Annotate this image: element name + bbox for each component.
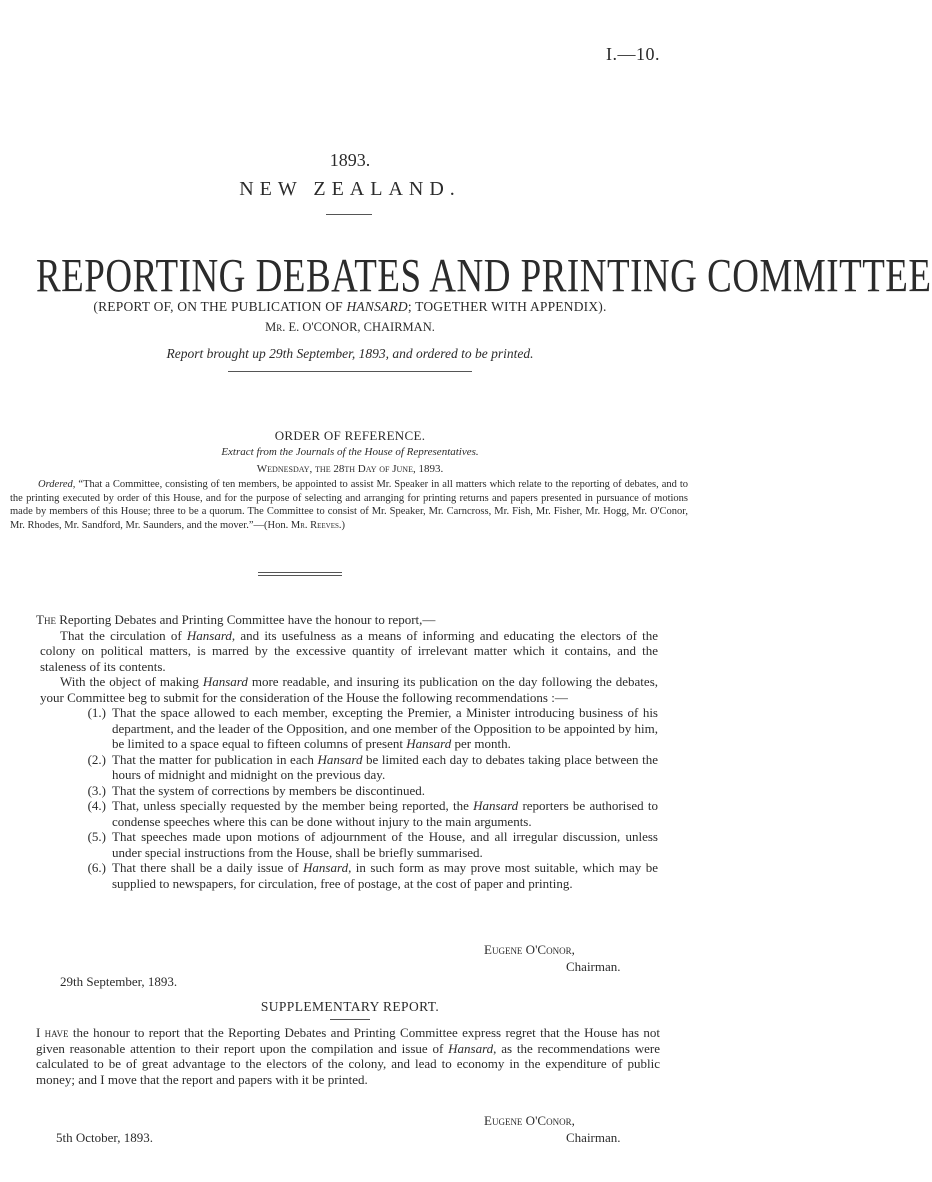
order-of-reference-heading: ORDER OF REFERENCE. (274, 428, 426, 443)
recommendation-item: (5.) That speeches made upon motions of adjournment of the House, and all irregular discussion, unless under special instructions from the House, shall be briefly summarised. (87, 829, 658, 860)
order-date-line: Wednesday, the 28th Day of June, 1893. (256, 463, 444, 475)
recommendation-item: (1.) That the space allowed to each member, excepting the Premier, a Minister introducing business of his department, and the leader of the Opposition, and one member of the Opposition to be appointed by him, be limited to a space equal to fifteen columns of present Hansard per month. (87, 705, 658, 751)
divider (258, 575, 342, 576)
divider (326, 214, 372, 215)
report-date: 29th September, 1893. (60, 974, 178, 989)
recommendation-item: (4.) That, unless specially requested by the member being reported, the Hansard reporters be authorised to condense speeches where this can be done without injury to the main arguments. (87, 798, 659, 829)
order-of-reference-text: Ordered, “That a Committee, consisting of ten members, be appointed to assist Mr. Speaker in all matters which relate to the reporting of debates, and to the printing executed by order of this House, and for the purpose of selecting and arranging for printing returns and papers presented in pursuance of motions made by members of this House; three to be a quorum. The Committee to consist of Mr. Speaker, Mr. Carncross, Mr. Fish, Mr. Fisher, Mr. Hogg, Mr. O'Conor, Mr. Rhodes, Mr. Sandford, Mr. Saunders, and the mover.”—(Hon. Mr. Reeves.) (10, 479, 689, 531)
divider (258, 572, 342, 573)
supplementary-date: 5th October, 1893. (56, 1130, 153, 1145)
signature-name: Eugene O'Conor, (484, 942, 575, 957)
brought-up-line: Report brought up 29th September, 1893, and ordered to be printed. (166, 346, 534, 361)
recommendation-item: (2.) That the matter for publication in each Hansard be limited each day to debates taking place between the hours of midnight and midnight on the previous day. (87, 751, 658, 782)
chairman-line: Mr. E. O'CONOR, CHAIRMAN. (265, 320, 435, 334)
report-opening: The Reporting Debates and Printing Committee have the honour to report,— (36, 612, 436, 627)
journal-extract-line: Extract from the Journals of the House of Representatives. (221, 446, 479, 458)
year: 1893. (329, 150, 371, 170)
signature-title: Chairman. (566, 959, 621, 974)
report-title: REPORTING DEBATES AND PRINTING COMMITTEE (36, 250, 932, 303)
divider (330, 1019, 370, 1020)
report-paragraph: That the circulation of Hansard, and its usefulness as a means of informing and educating the electors of the colony on political matters, is marred by the excessive quantity of irrelevant matter which it contains, and the staleness of its contents. (40, 627, 658, 674)
recommendation-item: (3.) That the system of corrections by members be discontinued. (87, 782, 426, 798)
recommendation-item: (6.) That there shall be a daily issue of Hansard, in such form as may prove most suitable, which may be supplied to newspapers, for circulation, free of postage, at the cost of paper and printing. (87, 860, 658, 891)
supplementary-text: I have the honour to report that the Reporting Debates and Printing Committee express regret that the House has not given reasonable attention to their report upon the compilation and issue of Hansard, as the recommendations were calculated to be of great advantage to the electors of the colony, and lead to economy in the expenditure of public money; and I move that the report and papers with it be printed. (36, 1025, 660, 1087)
page-reference: I.—10. (606, 44, 660, 64)
supplementary-signature-title: Chairman. (566, 1130, 621, 1145)
report-paragraph: With the object of making Hansard more readable, and insuring its publication on the day following the debates, your Committee beg to submit for the consideration of the House the following recommendations :— (40, 674, 659, 705)
supplementary-heading: SUPPLEMENTARY REPORT. (260, 999, 440, 1014)
divider (228, 371, 472, 372)
country-heading: NEW ZEALAND. (239, 178, 461, 200)
report-body (36, 612, 659, 891)
report-subtitle: (REPORT OF, ON THE PUBLICATION OF HANSARD; TOGETHER WITH APPENDIX). (93, 299, 607, 314)
supplementary-signature-name: Eugene O'Conor, (484, 1113, 575, 1128)
